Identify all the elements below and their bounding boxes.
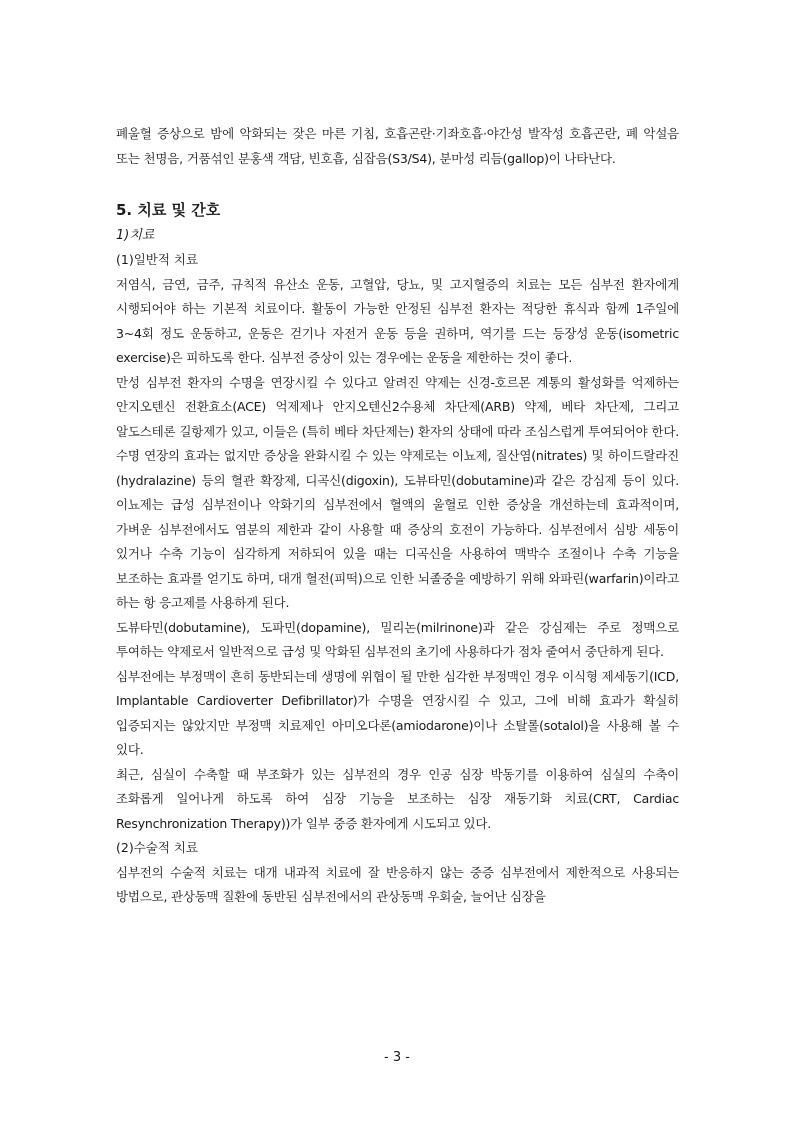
surgical-treatment-label: (2)수술적 치료 — [116, 840, 199, 855]
surgical-paragraph-1: 심부전의 수술적 치료는 대개 내과적 치료에 잘 반응하지 않는 중증 심부전에서 제한적으로 사용되는 방법으로, 관상동맥 질환에 동반된 심부전에서의 관상동맥 우회술, 늘어난 심장을 — [116, 864, 679, 904]
general-paragraph-5: 최근, 심실이 수축할 때 부조화가 있는 심부전의 경우 인공 심장 박동기를 이용하여 심실의 수축이 조화롭게 일어나게 하도록 하여 심장 기능을 보조하는 심장 재동기화 치료(CRT, Cardiac Resynchronization Therapy))가 일부 중증 환자에게 시도되고 있다. — [116, 766, 679, 831]
general-paragraph-4: 심부전에는 부정맥이 흔히 동반되는데 생명에 위협이 될 만한 심각한 부정맥인 경우 이식형 제세동기(ICD, Implantable Cardioverter Defibrillator)가 수명을 연장시킬 수 있고, 그에 비해 효과가 확실히 입증되지는 않았지만 부정맥 치료제인 아미오다론(amiodarone)이나 소탈롤(sotalol)을 사용해 볼 수 있다. — [116, 668, 679, 757]
general-paragraph-1: 저염식, 금연, 금주, 규칙적 유산소 운동, 고혈압, 당뇨, 및 고지혈증의 치료는 모든 심부전 환자에게 시행되어야 하는 기본적 치료이다. 활동이 가능한 안정된 심부전 환자는 적당한 휴식과 함께 1주일에 3~4회 정도 운동하고, 운동은 걷기나 자전거 운동 등을 권하며, 역기를 드는 등장성 운동(isometric exercise)은 피하도록 한다. 심부전 증상이 있는 경우에는 운동을 제한하는 것이 좋다. — [116, 276, 679, 365]
subsection-heading: 1)치료 — [116, 228, 155, 243]
general-paragraph-3: 도뷰타민(dobutamine), 도파민(dopamine), 밀리논(milrinone)과 같은 강심제는 주로 정맥으로 투여하는 약제로서 일반적으로 급성 및 악화된 심부전의 초기에 사용하다가 점차 줄여서 중단하게 된다. — [116, 619, 679, 659]
section-heading: 5. 치료 및 간호 — [116, 201, 221, 219]
page-number: - 3 - — [384, 1050, 410, 1065]
document-page — [116, 122, 679, 910]
intro-paragraph: 폐울혈 증상으로 밤에 악화되는 잦은 마른 기침, 호흡곤란·기좌호흡·야간성 발작성 호흡곤란, 폐 악설음 또는 천명음, 거품섞인 분홍색 객담, 빈호흡, 심잡음(S3/S4), 분마성 리듬(gallop)이 나타난다. — [116, 126, 679, 166]
general-treatment-label: (1)일반적 치료 — [116, 252, 199, 267]
general-paragraph-2: 만성 심부전 환자의 수명을 연장시킬 수 있다고 알려진 약제는 신경-호르몬 계통의 활성화를 억제하는 안지오텐신 전환효소(ACE) 억제제나 안지오텐신2수용체 차단제(ARB) 약제, 베타 차단제, 그리고 알도스테론 길항제가 있고, 이들은 (특히 베타 차단제는) 환자의 상태에 따라 조심스럽게 투여되어야 한다. 수명 연장의 효과는 없지만 증상을 완화시킬 수 있는 약제로는 이뇨제, 질산염(nitrates) 및 하이드랄라진(hydralazine) 등의 혈관 확장제, 디곡신(digoxin), 도뷰타민(dobutamine)과 같은 강심제 등이 있다. 이뇨제는 급성 심부전이나 악화기의 심부전에서 혈액의 울혈로 인한 증상을 개선하는데 효과적이며, 가벼운 심부전에서도 염분의 제한과 같이 사용할 때 증상의 호전이 가능하다. 심부전에서 심방 세동이 있거나 수축 기능이 심각하게 저하되어 있을 때는 디곡신을 사용하여 맥박수 조절이나 수축 기능을 보조하는 효과를 얻기도 하며, 대개 혈전(피떡)으로 인한 뇌졸중을 예방하기 위해 와파린(warfarin)이라고 하는 항 응고제를 사용하게 된다. — [116, 374, 679, 610]
